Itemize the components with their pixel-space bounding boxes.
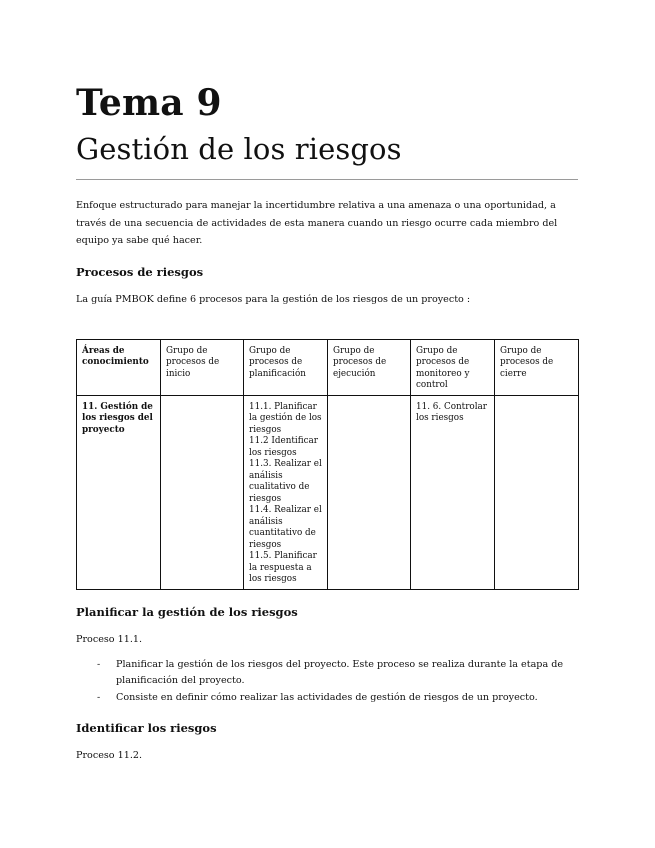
table-header-cell: Grupo de procesos de ejecución bbox=[328, 339, 411, 395]
table-cell-line: 11.4. Realizar el análisis cuantitativo de riesgos bbox=[249, 505, 322, 550]
process-table bbox=[76, 339, 579, 590]
table-cell-line: 11.1. Planificar la gestión de los riesgos bbox=[249, 401, 322, 435]
table-header-cell: Grupo de procesos de monitoreo y control bbox=[411, 339, 495, 395]
list-item bbox=[76, 690, 578, 707]
procesos-paragraph: La guía PMBOK define 6 procesos para la gestión de los riesgos de un proyecto : bbox=[76, 293, 471, 305]
table-header-row bbox=[77, 339, 579, 395]
table-cell-line: 11.3. Realizar el análisis cualitativo de riesgos bbox=[249, 459, 322, 504]
planificar-bullet-list bbox=[76, 657, 578, 707]
table-cell-inicio bbox=[161, 395, 244, 589]
table-cell-area: 11. Gestión de los riesgos del proyecto bbox=[77, 395, 161, 589]
table-header-cell: Áreas de conocimiento bbox=[77, 339, 161, 395]
title-divider bbox=[76, 179, 578, 180]
table-header-cell: Grupo de procesos de inicio bbox=[161, 339, 244, 395]
section-heading-procesos: Procesos de riesgos bbox=[76, 264, 204, 279]
bullet-dash: - bbox=[97, 691, 101, 703]
proceso-11-1: Proceso 11.1. bbox=[76, 633, 143, 645]
table-cell-monitoreo: 11. 6. Controlar los riesgos bbox=[411, 395, 495, 589]
document-page bbox=[76, 82, 578, 764]
table-cell-planificacion bbox=[244, 395, 328, 589]
table-cell-cierre bbox=[495, 395, 579, 589]
table-row bbox=[77, 395, 579, 589]
proceso-11-2: Proceso 11.2. bbox=[76, 750, 143, 761]
table-cell-line: 11.2 Identificar los riesgos bbox=[249, 436, 318, 458]
section-heading-planificar: Planificar la gestión de los riesgos bbox=[76, 604, 298, 619]
page-subtitle: Gestión de los riesgos bbox=[76, 132, 402, 166]
section-heading-identificar: Identificar los riesgos bbox=[76, 721, 217, 735]
table-header-cell: Grupo de procesos de cierre bbox=[495, 339, 579, 395]
list-item-text: Planificar la gestión de los riesgos del proyecto. Este proceso se realiza durante la etapa de planificación del proyecto. bbox=[116, 658, 564, 686]
intro-paragraph: Enfoque estructurado para manejar la incertidumbre relativa a una amenaza o una oportunidad, a través de una secuencia de actividades de esta manera cuando un riesgo ocurre cada miembro del equipo ya sabe qué hacer. bbox=[76, 200, 558, 246]
table-cell-ejecucion bbox=[328, 395, 411, 589]
table-header-cell: Grupo de procesos de planificación bbox=[244, 339, 328, 395]
list-item bbox=[76, 657, 578, 690]
table-cell-line: 11.5. Planificar la respuesta a los riesgos bbox=[249, 551, 317, 584]
bullet-dash: - bbox=[97, 658, 101, 670]
page-title: Tema 9 bbox=[76, 82, 222, 124]
list-item-text: Consiste en definir cómo realizar las actividades de gestión de riesgos de un proyecto. bbox=[116, 691, 538, 703]
